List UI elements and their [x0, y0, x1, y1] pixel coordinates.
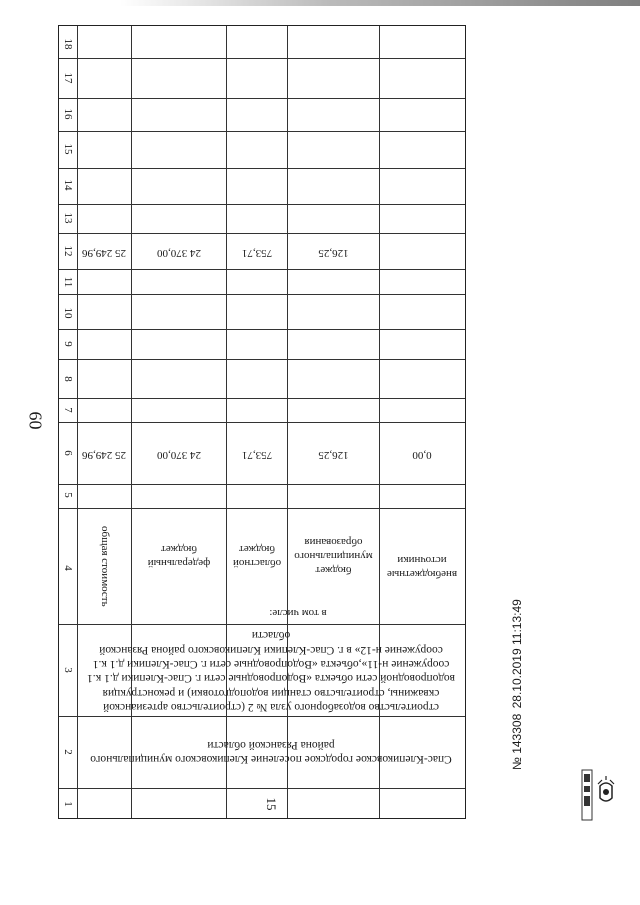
doc-datetime: 28.10.2019 11:13:49 [510, 599, 524, 709]
col-num-11: 11 [62, 276, 74, 288]
col-num-1: 1 [62, 801, 74, 807]
col-num-7: 7 [62, 407, 74, 413]
row-label-total: общая стоимость [98, 525, 111, 607]
col-num-5: 5 [62, 492, 74, 498]
page-number: 60 [25, 411, 46, 430]
value-extrabudget-col6: 0,00 [412, 448, 432, 461]
object-cell: строительство водозаборного узла № 2 (строительство артезианской скважины, строительство станции водоподготовки) и реконструкция водопроводной сети объекта «Водопроводные сети г. Спас-Клепики д.1 к.1 сооружение н-11»,объекта «Водопроводные сети г. Спас-Клепики д.1 к.1 сооружение н-12» в г. Спас-Клепики Клепиковского района Рязанской области [87, 629, 455, 714]
row-label-federal: федеральный бюджет [147, 543, 211, 569]
value-federal-col12: 24 370,00 [157, 246, 201, 259]
row-number: 15 [264, 797, 280, 811]
col-num-9: 9 [62, 341, 74, 347]
value-federal-col6: 24 370,00 [157, 448, 201, 461]
document-registration [510, 580, 528, 770]
col-num-4: 4 [62, 565, 74, 571]
value-regional-col12: 753,71 [241, 246, 273, 259]
col-num-17: 17 [62, 72, 74, 84]
row-label-municipal: бюджет муниципального образования [294, 536, 373, 576]
col-num-8: 8 [62, 376, 74, 382]
col-num-2: 2 [62, 749, 74, 755]
col-num-15: 15 [62, 143, 74, 155]
col-num-14: 14 [62, 179, 74, 191]
value-total-col12: 25 249,96 [82, 246, 126, 259]
value-municipal-col6: 126,25 [318, 448, 349, 461]
row-label-extrabudget: внебюджетные источники [386, 554, 458, 580]
col-num-6: 6 [62, 450, 74, 456]
value-total-col6: 25 249,96 [82, 448, 126, 461]
scan-edge [120, 0, 640, 6]
value-regional-col6: 753,71 [241, 448, 273, 461]
col-num-18: 18 [62, 38, 74, 50]
stamp-emblem-icon [578, 760, 618, 830]
col-num-3: 3 [62, 667, 74, 673]
col-num-10: 10 [62, 307, 74, 319]
col-num-16: 16 [62, 108, 74, 120]
budget-table [58, 25, 466, 819]
value-municipal-col12: 126,25 [318, 246, 349, 259]
col-num-13: 13 [62, 212, 74, 224]
in-that-number-label: в том числе: [269, 606, 327, 619]
recipient-cell: Спас-Клепиковское городское поселение Клепиковского муниципального района Рязанской области [90, 739, 452, 766]
row-label-regional: областной бюджет [232, 543, 282, 569]
doc-number: № 143308 [510, 713, 524, 770]
col-num-12: 12 [62, 245, 74, 257]
